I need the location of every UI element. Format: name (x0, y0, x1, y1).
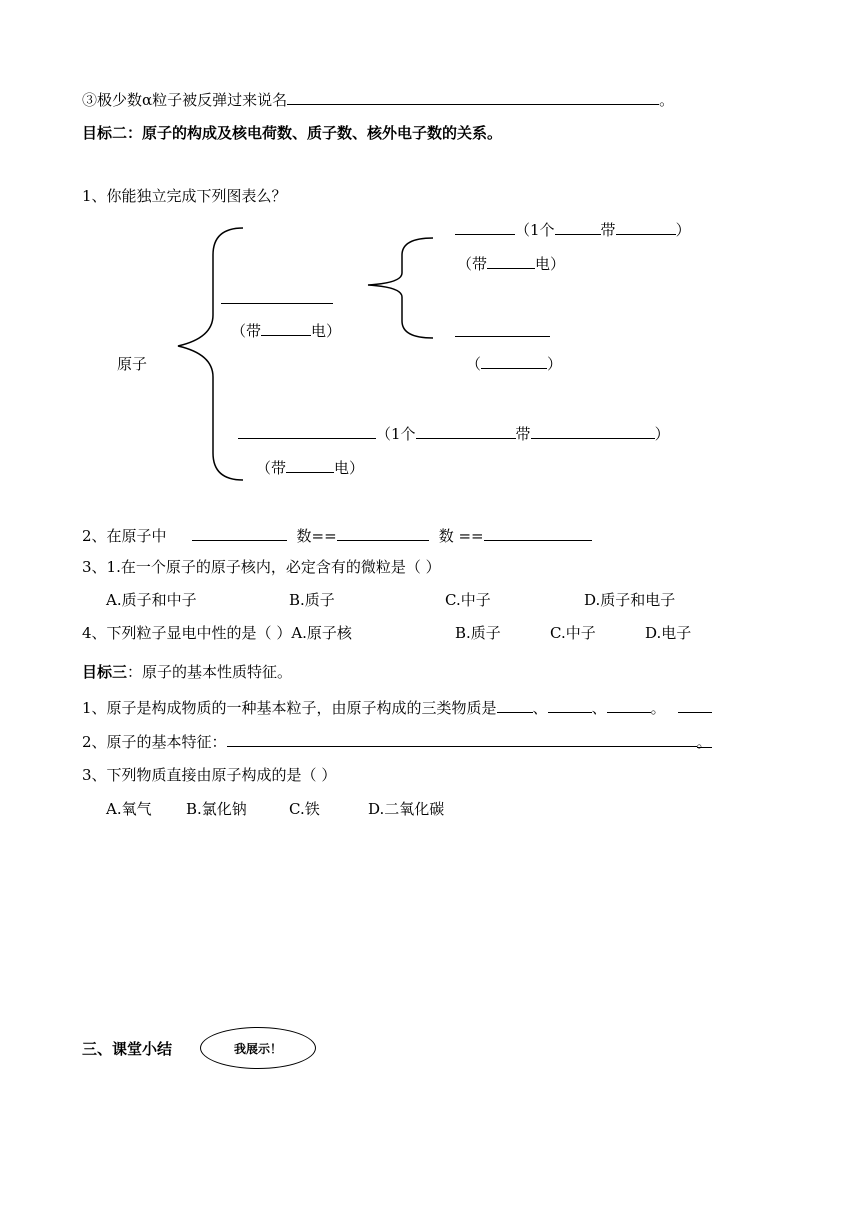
proton-amount-blank[interactable] (555, 219, 601, 235)
show-bubble[interactable]: 我展示！ (200, 1027, 316, 1069)
nucleus-brace (368, 238, 433, 338)
summary-heading: 三、课堂小结 (82, 1040, 173, 1058)
equality-question: 2、在原子中 数== 数 == (82, 525, 592, 546)
neutron-name-blank[interactable] (455, 336, 550, 337)
substance-blank-4[interactable] (678, 697, 712, 713)
neutral-particle-question: 4、下列粒子显电中性的是（ ）A.原子核 (82, 624, 352, 642)
proton-charge-amount-blank[interactable] (616, 219, 676, 235)
equality-blank-1[interactable] (192, 525, 287, 541)
proton-charge-blank[interactable] (487, 253, 535, 269)
nucleus-charge-blank[interactable] (261, 320, 311, 336)
q4-option-d[interactable]: D.电子 (645, 624, 692, 642)
proton-line: （1个 带 ） (455, 219, 691, 240)
g3q3-option-b[interactable]: B.氯化钠 (186, 800, 247, 818)
substance-blank-2[interactable] (548, 697, 592, 713)
electron-amount-blank[interactable] (416, 423, 516, 439)
substance-blank-3[interactable] (607, 697, 651, 713)
atom-label: 原子 (117, 355, 148, 373)
nucleus-question: 3、1.在一个原子的原子核内，必定含有的微粒是（ ） (82, 558, 441, 576)
goal3-heading: 目标三：原子的基本性质特征。 (82, 663, 293, 681)
q3-option-b[interactable]: B.质子 (289, 591, 335, 609)
substance-blank-1[interactable] (497, 697, 533, 713)
atom-feature-question: 2、原子的基本特征： 。 (82, 733, 712, 751)
electron-name-blank[interactable] (238, 423, 376, 439)
equality-blank-3[interactable] (484, 525, 592, 541)
electron-charge: （带 电） (256, 459, 365, 477)
atom-brace (178, 228, 243, 480)
electron-line: （1个 带 ） (238, 423, 670, 444)
alpha-question: ③极少数α粒子被反弹过来说名 。 (82, 91, 675, 109)
direct-atom-question: 3、下列物质直接由原子构成的是（ ） (82, 766, 337, 784)
q3-option-c[interactable]: C.中子 (445, 591, 491, 609)
q3-option-a[interactable]: A.质子和中子 (106, 591, 197, 609)
proton-name-blank[interactable] (455, 219, 515, 235)
nucleus-name-blank[interactable] (221, 303, 333, 304)
electron-charge-amount-blank[interactable] (531, 423, 655, 439)
atom-substance-question: 1、原子是构成物质的一种基本粒子，由原子构成的三类物质是 、 、 。 (82, 697, 712, 718)
diagram-question: 1、你能独立完成下列图表么？ (82, 187, 287, 205)
q3-option-d[interactable]: D.质子和电子 (584, 591, 676, 609)
g3q3-option-c[interactable]: C.铁 (289, 800, 320, 818)
g3q3-option-a[interactable]: A.氧气 (106, 800, 152, 818)
electron-charge-blank[interactable] (286, 457, 334, 473)
goal2-heading: 目标二：原子的构成及核电荷数、质子数、核外电子数的关系。 (82, 124, 503, 142)
q4-option-b[interactable]: B.质子 (455, 624, 501, 642)
neutron-charge-blank[interactable] (481, 353, 547, 369)
g3q3-option-d[interactable]: D.二氧化碳 (368, 800, 445, 818)
feature-blank[interactable] (227, 731, 697, 747)
nucleus-charge: （带 电） (231, 322, 342, 340)
equality-blank-2[interactable] (337, 525, 429, 541)
neutron-charge: （ ） (466, 355, 563, 373)
q4-option-c[interactable]: C.中子 (550, 624, 596, 642)
proton-charge: （带 电） (457, 255, 566, 273)
